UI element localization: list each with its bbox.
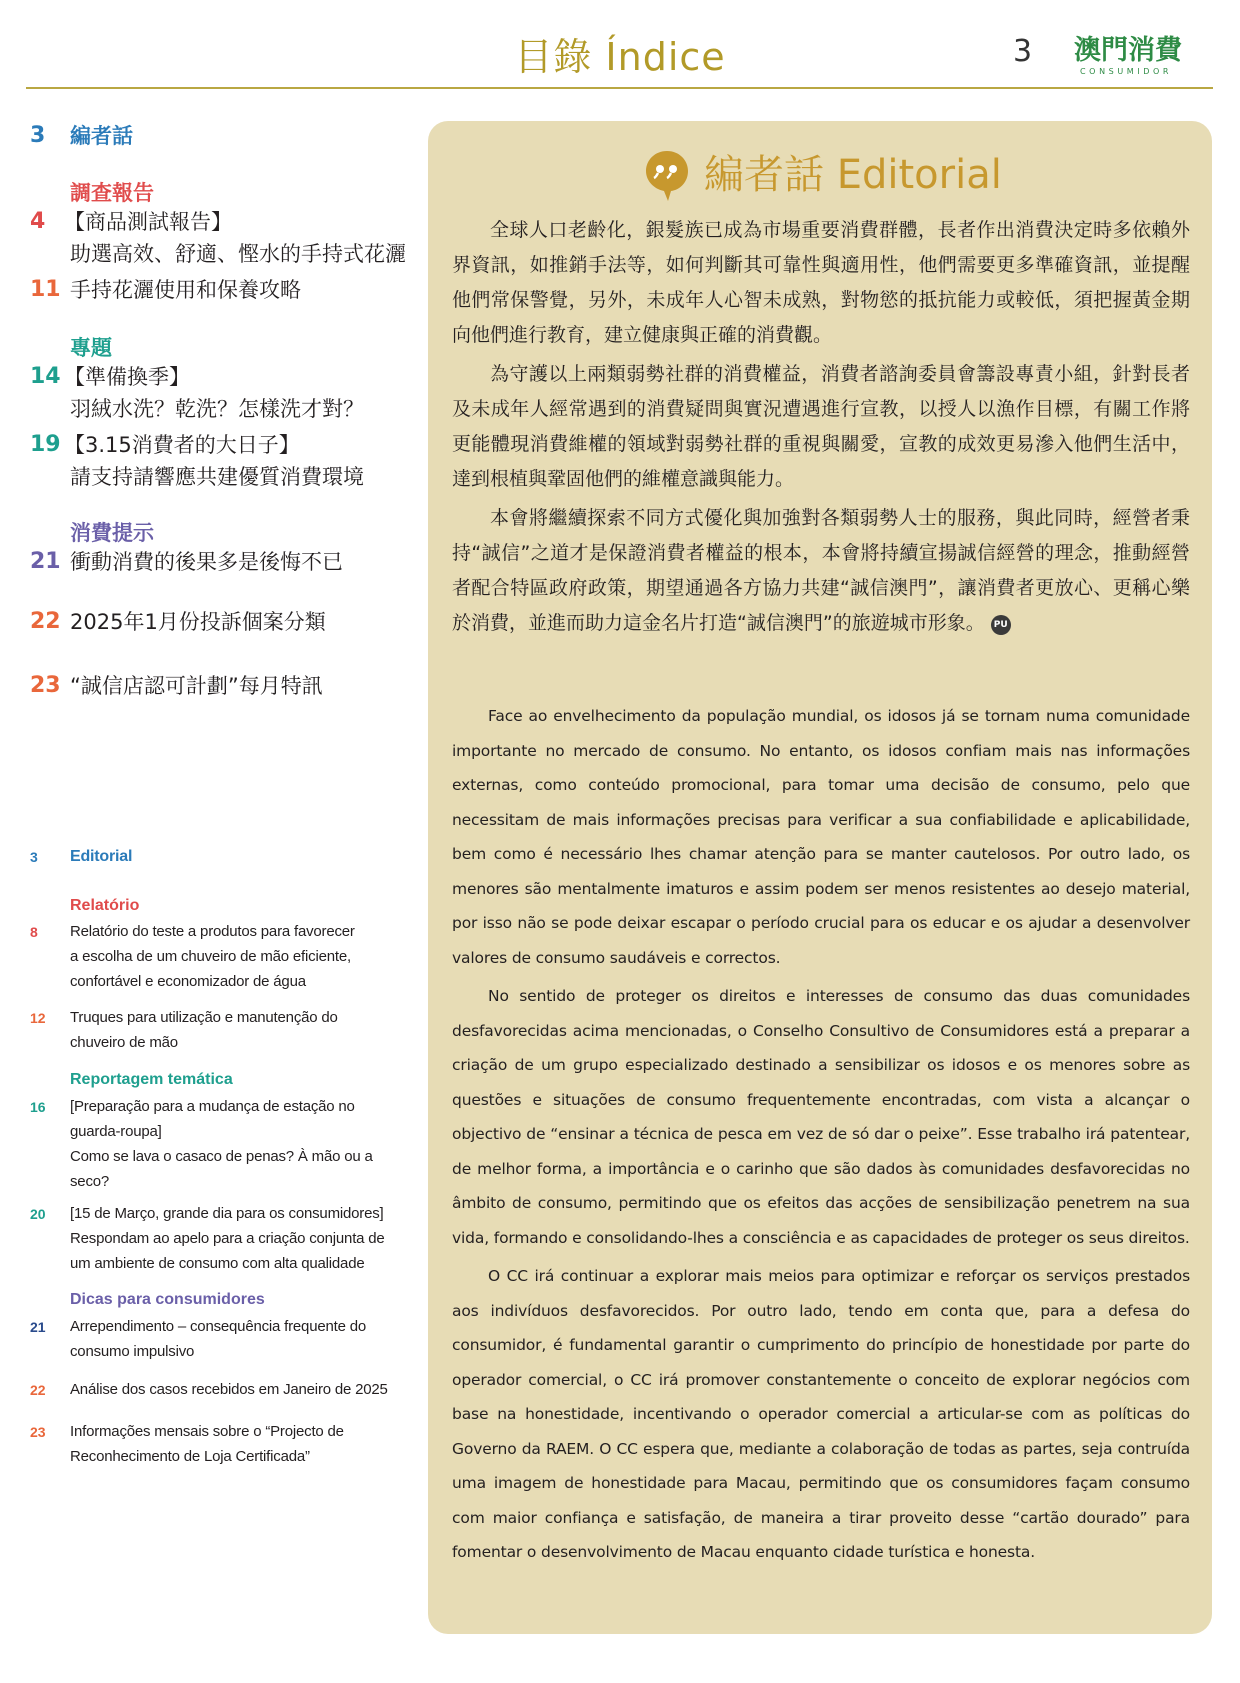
toc-title-line: a escolha de um chuveiro de mão eficiente, xyxy=(70,948,351,965)
toc-title-line: Relatório do teste a produtos para favorecer xyxy=(70,923,355,940)
toc-title-line: 羽絨水洗？乾洗？怎樣洗才對？ xyxy=(70,397,364,421)
header-divider xyxy=(26,87,1213,89)
toc-title-line: Arrependimento – consequência frequente do xyxy=(70,1318,366,1335)
page-title: 目錄 Índice xyxy=(514,35,726,79)
toc-title-line: um ambiente de consumo com alta qualidade xyxy=(70,1255,365,1272)
toc-title xyxy=(64,429,440,493)
toc-page-number: 22 xyxy=(30,609,61,634)
toc-title xyxy=(70,919,440,994)
toc-zh-category-tips: 消費提示 xyxy=(70,521,154,545)
toc-title-line: [15 de Março, grande dia para os consumidores] xyxy=(70,1205,384,1222)
toc-page-number: 21 xyxy=(30,549,61,574)
toc-title xyxy=(70,1005,440,1055)
toc-title: 2025年1月份投訴個案分類 xyxy=(70,610,326,634)
toc-title-line: Truques para utilização e manutenção do xyxy=(70,1009,338,1026)
toc-title-line: chuveiro de mão xyxy=(70,1034,178,1051)
editorial-paragraph: 全球人口老齡化，銀髮族已成為市場重要消費群體，長者作出消費決定時多依賴外界資訊，如推銷手法等，如何判斷其可靠性與適用性，他們需要更多準確資訊，並提醒他們常保警覺，另外，未成年人心智未成熟，對物慾的抵抗能力或較低，須把握黃金期向他們進行教育，建立健康與正確的消費觀。 xyxy=(452,219,1190,346)
toc-page-number: 16 xyxy=(30,1099,46,1115)
editorial-paragraph: Face ao envelhecimento da população mundial, os idosos já se tornam numa comunidade importante no mercado de consumo. No entanto, os idosos confiam mais nas informações externas, como conteúdo promocional, para tomar uma decisão de consumo, pelo que necessitam de mais informações precisas para verificar a sua confiabilidade e aplicabilidade, bem como é necessário lhes chamar atenção para se manter cautelosos. Por outro lado, os menores são mentalmente imaturos e assim podem ser menos resistentes ao desejo material, por isso não se pode deixar escapar o período crucial para os educar e os ajudar a desenvolver valores de consumo saudáveis e correctos. xyxy=(452,707,1190,967)
editorial-paragraph-text: 本會將繼續探索不同方式優化與加強對各類弱勢人士的服務，與此同時，經營者秉持“誠信”之道才是保證消費者權益的根本，本會將持續宣揚誠信經營的理念，推動經營者配合特區政府政策，期望通過各方協力共建“誠信澳門”，讓消費者更放心、更稱心樂於消費，並進而助力這金名片打造“誠信澳門”的旅遊城市形象。 xyxy=(452,507,1190,634)
toc-title: “誠信店認可計劃”每月特訊 xyxy=(70,674,323,698)
toc-page-number: 3 xyxy=(30,123,46,148)
toc-title-line: 【準備換季】 xyxy=(64,365,190,389)
toc-title xyxy=(70,1314,440,1364)
toc-title-line: 助選高效、舒適、慳水的手持式花灑 xyxy=(70,242,406,266)
toc-title xyxy=(70,1419,440,1469)
toc-page-number: 8 xyxy=(30,924,38,940)
editorial-paragraph: 為守護以上兩類弱勢社群的消費權益，消費者諮詢委員會籌設專責小組，針對長者及未成年人經常遇到的消費疑問與實況遭遇進行宣教，以授人以漁作目標，有關工作將更能體現消費維權的領域對弱勢社群的重視與關愛，宣教的成效更易滲入他們生活中，達到根植與鞏固他們的維權意識與能力。 xyxy=(452,363,1190,490)
editorial-paragraph: No sentido de proteger os direitos e interesses de consumo das duas comunidades desfavorecidas acima mencionadas, o Conselho Consultivo de Consumidores está a preparar a criação de um grupo especializado destinado a sensibilizar os idosos e os menores sobre as questões e situações de consumo frequentemente encontradas, com vista a alcançar o objectivo de “ensinar a técnica de pesca em vez de só dar o peixe”. Esse trabalho irá patentear, de melhor forma, a importância e o carinho que são dados às comunidades desfavorecidas no âmbito de consumo, permitindo que os efeitos das acções de sensibilização penetrem na sua vida, formando e consolidando-lhes a consciência e as capacidades de proteger os seus direitos. xyxy=(452,987,1190,1247)
toc-zh-category-report: 調查報告 xyxy=(70,181,154,205)
toc-title-line: Como se lava o casaco de penas? À mão ou a xyxy=(70,1148,373,1165)
toc-page-number: 14 xyxy=(30,364,61,389)
toc-page-number: 11 xyxy=(30,277,61,302)
toc-title-line: consumo impulsivo xyxy=(70,1343,195,1360)
logo-text: 澳門消費 xyxy=(1074,35,1182,66)
editorial-chinese-text xyxy=(452,213,1190,645)
speech-bubble-quote-icon xyxy=(644,149,690,203)
logo-subtitle: CONSUMIDOR xyxy=(1080,67,1173,76)
toc-title xyxy=(70,1201,440,1276)
toc-title-line: Respondam ao apelo para a criação conjunta de xyxy=(70,1230,385,1247)
toc-title: 衝動消費的後果多是後悔不已 xyxy=(70,550,343,574)
toc-page-number: 12 xyxy=(30,1010,46,1026)
toc-title xyxy=(64,361,440,425)
toc-title-line: 【3.15消費者的大日子】 xyxy=(64,433,300,457)
toc-title-line: seco? xyxy=(70,1173,110,1190)
page-header xyxy=(0,0,1240,92)
page-number: 3 xyxy=(1013,34,1033,69)
editorial-title: 編者話 Editorial xyxy=(704,152,1002,198)
toc-title-line: 請支持請響應共建優質消費環境 xyxy=(70,465,364,489)
toc-pt-category-feature: Reportagem temática xyxy=(70,1071,233,1088)
editorial-panel xyxy=(428,121,1212,1634)
editorial-paragraph: O CC irá continuar a explorar mais meios para optimizar e reforçar os serviços prestados aos indivíduos desfavorecidos. Por outro lado, tendo em conta que, para a defesa do consumidor, é fundamental garantir o cumprimento do princípio de honestidade por parte do operador comercial, o CC irá promover constantemente o conceito de explorar negócios com base na honestidade, incentivando o operador comercial a articular-se com as políticas do Governo da RAEM. O CC espera que, mediante a colaboração de todas as partes, seja contruída uma imagem de honestidade para Macau, permitindo que os consumidores façam consumo com maior confiança e satisfação, de maneira a tirar proveito desse “cartão dourado” para fomentar o desenvolvimento de Macau enquanto cidade turística e honesta. xyxy=(452,1267,1190,1561)
editorial-paragraph xyxy=(452,501,1190,641)
toc-title-line: Reconhecimento de Loja Certificada” xyxy=(70,1448,310,1465)
toc-title-line: 【商品測試報告】 xyxy=(64,210,232,234)
toc-pt-category-report: Relatório xyxy=(70,897,140,914)
toc-title: 手持花灑使用和保養攻略 xyxy=(70,278,301,302)
toc-pt-category-tips: Dicas para consumidores xyxy=(70,1291,265,1308)
consumidor-logo xyxy=(1074,36,1194,78)
toc-title-line: [Preparação para a mudança de estação no xyxy=(70,1098,355,1115)
editorial-portuguese-text xyxy=(452,699,1190,1574)
toc-page-number: 19 xyxy=(30,432,61,457)
toc-page-number: 3 xyxy=(30,849,38,865)
toc-title-line: Informações mensais sobre o “Projecto de xyxy=(70,1423,344,1440)
toc-title-line: confortável e economizador de água xyxy=(70,973,306,990)
toc-title xyxy=(64,206,440,270)
end-mark-icon: PU xyxy=(991,615,1011,635)
toc-page-number: 22 xyxy=(30,1382,46,1398)
toc-page-number: 23 xyxy=(30,1424,46,1440)
toc-page-number: 21 xyxy=(30,1319,46,1335)
toc-title-line: guarda-roupa] xyxy=(70,1123,162,1140)
toc-title: Análise dos casos recebidos em Janeiro de 2025 xyxy=(70,1381,388,1398)
toc-page-number: 23 xyxy=(30,673,61,698)
toc-zh-category-feature: 專題 xyxy=(70,336,112,360)
toc-title: 編者話 xyxy=(70,124,133,148)
toc-page-number: 20 xyxy=(30,1206,46,1222)
toc-title: Editorial xyxy=(70,848,133,865)
toc-title xyxy=(70,1094,440,1194)
toc-page-number: 4 xyxy=(30,209,46,234)
